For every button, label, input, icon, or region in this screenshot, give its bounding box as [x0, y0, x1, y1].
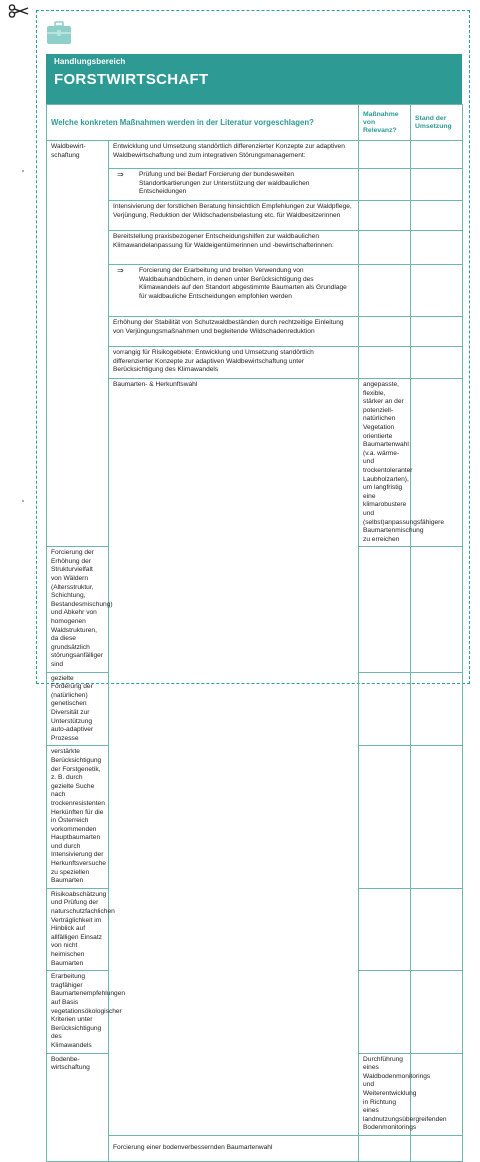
relevance-cell[interactable]: [359, 746, 411, 889]
measure-text: Durchführung eines Waldbodenmonitorings und Weiterentwicklung in Richtung eines landnutzungsübergreifenden Bodenmonitorings: [359, 1053, 411, 1135]
header-title: FORSTWIRTSCHAFT: [54, 71, 209, 88]
table-row: [47, 347, 463, 379]
table-row: [47, 201, 463, 231]
status-cell[interactable]: [411, 672, 463, 746]
measure-text: Bereitstellung praxisbezogener Entscheidungshilfen zur waldbaulichen Klimawandelanpassung für Waldeigentümerinnen und -bewirtschafterinnen:: [109, 231, 359, 265]
relevance-cell[interactable]: [359, 265, 411, 317]
measure-text: Intensivierung der forstlichen Beratung hinsichtlich Empfehlungen zur Waldpflege, Verjüngung, Reduktion der Wildschadensbelastung etc. für Waldbesitzerinnen: [109, 201, 359, 231]
measure-text: angepasste, flexible, stärker an der potenziell-natürlichen Vegetation orientierte Baumartenwahl (v.a. wärme- und trockentoleranter Laubholzarten), um langfristig eine klimarobustere und (selbst)anpassungsfähigere Baumartenmischung zu erreichen: [359, 379, 411, 547]
status-cell[interactable]: [411, 888, 463, 970]
measure-text: gezielte Förderung der (natürlichen) genetischen Diversität zur Unterstützung auto-adaptiver Prozesse: [47, 672, 109, 746]
table-row: [47, 141, 463, 169]
status-cell[interactable]: [411, 347, 463, 379]
arrow-icon: ⇒: [117, 266, 124, 275]
status-cell[interactable]: [411, 265, 463, 317]
status-cell[interactable]: [411, 547, 463, 672]
table-header-row: [47, 105, 463, 141]
status-cell[interactable]: [411, 317, 463, 347]
relevance-cell[interactable]: [359, 547, 411, 672]
status-cell[interactable]: [411, 169, 463, 201]
relevance-cell[interactable]: [359, 1135, 411, 1161]
table-row: [47, 1135, 463, 1161]
relevance-cell[interactable]: [359, 169, 411, 201]
table-row: [47, 265, 463, 317]
measure-text: Forcierung einer bodenverbessernden Baumartenwahl: [109, 1135, 359, 1161]
relevance-cell[interactable]: [359, 231, 411, 265]
measure-text: Risikoabschätzung und Prüfung der naturschutzfachlichen Verträglichkeit im Hinblick auf allfälligen Einsatz von nicht heimischen Baumarten: [47, 888, 109, 970]
status-cell[interactable]: [411, 971, 463, 1053]
status-cell[interactable]: [411, 231, 463, 265]
category-label: Waldbewirt-schaftung: [47, 141, 109, 547]
relevance-cell[interactable]: [359, 141, 411, 169]
relevance-cell[interactable]: [411, 1053, 463, 1135]
relevance-cell[interactable]: [359, 888, 411, 970]
measure-text: vorrangig für Risikogebiete: Entwicklung und Umsetzung standörtlich differenzierter Konzepte zur adaptiven Waldbewirtschaftung unter Berücksichtigung des Klimawandels: [109, 347, 359, 379]
status-cell[interactable]: [411, 1135, 463, 1161]
briefcase-icon: [46, 20, 72, 46]
status-cell[interactable]: [411, 201, 463, 231]
scissors-icon: [8, 4, 30, 18]
status-cell[interactable]: [411, 141, 463, 169]
relevance-cell[interactable]: [359, 347, 411, 379]
measure-text: Entwicklung und Umsetzung standörtlich differenzierter Konzepte zur adaptiven Waldbewirtschaftung und zum integrativen Störungsmanagement:: [109, 141, 359, 169]
relevance-cell[interactable]: [359, 201, 411, 231]
measures-table: [46, 104, 463, 1162]
column-header-relevance: Maßnahme von Relevanz?: [359, 105, 411, 141]
section-header: [46, 54, 462, 104]
column-header-status: Stand der Umsetzung: [411, 105, 463, 141]
table-row: [47, 317, 463, 347]
column-header-question: Welche konkreten Maßnahmen werden in der Literatur vorgeschlagen?: [47, 105, 359, 141]
status-cell[interactable]: [411, 746, 463, 889]
table-row: [47, 379, 463, 547]
measure-text: Erhöhung der Stabilität von Schutzwaldbeständen durch rechtzeitige Einleitung von Verjüngungsmaßnahmen und begleitende Wildschadenreduktion: [109, 317, 359, 347]
table-row: [47, 169, 463, 201]
measure-subitem: [109, 265, 359, 317]
category-label: Baumarten- & Herkunftswahl: [109, 379, 359, 1136]
measure-text: Erarbeitung tragfähiger Baumartenempfehlungen auf Basis vegetationsökologischer Kriterien unter Berücksichtigung des Klimawandels: [47, 971, 109, 1053]
measure-text: Prüfung und bei Bedarf Forcierung der bundesweiten Standortkartierungen zur Unterstützung der waldbaulichen Entscheidungen: [139, 171, 310, 196]
measure-text: verstärkte Berücksichtigung der Forstgenetik, z. B. durch gezielte Suche nach trockenresistenten Herkünften für die in Österreich vorkommenden Hauptbaumarten und durch Intensivierung der Herkunftsversuche zu speziellen Baumarten: [47, 746, 109, 889]
margin-dot: [22, 170, 24, 172]
table-row: [47, 231, 463, 265]
category-label: Bodenbe-wirtschaftung: [47, 1053, 109, 1161]
relevance-cell[interactable]: [359, 672, 411, 746]
measure-text: Forcierung der Erarbeitung und breiten Verwendung von Waldbauhandbüchern, in denen unter Berücksichtigung des Klimawandels auf den Standort abgestimmte Baumarten als Grundlage für waldbauliche Entscheidungen empfohlen werden: [139, 267, 347, 300]
margin-dot: [22, 500, 24, 502]
measure-subitem: [109, 169, 359, 201]
relevance-cell[interactable]: [359, 971, 411, 1053]
measure-text: Forcierung der Erhöhung der Strukturvielfalt von Wäldern (Altersstruktur, Schichtung, Bestandesmischung) und Abkehr von homogenen Waldstrukturen, da diese grundsätzlich störungsanfälliger sind: [47, 547, 109, 672]
arrow-icon: ⇒: [117, 170, 124, 179]
header-subtitle: Handlungsbereich: [54, 57, 126, 66]
relevance-cell[interactable]: [359, 317, 411, 347]
